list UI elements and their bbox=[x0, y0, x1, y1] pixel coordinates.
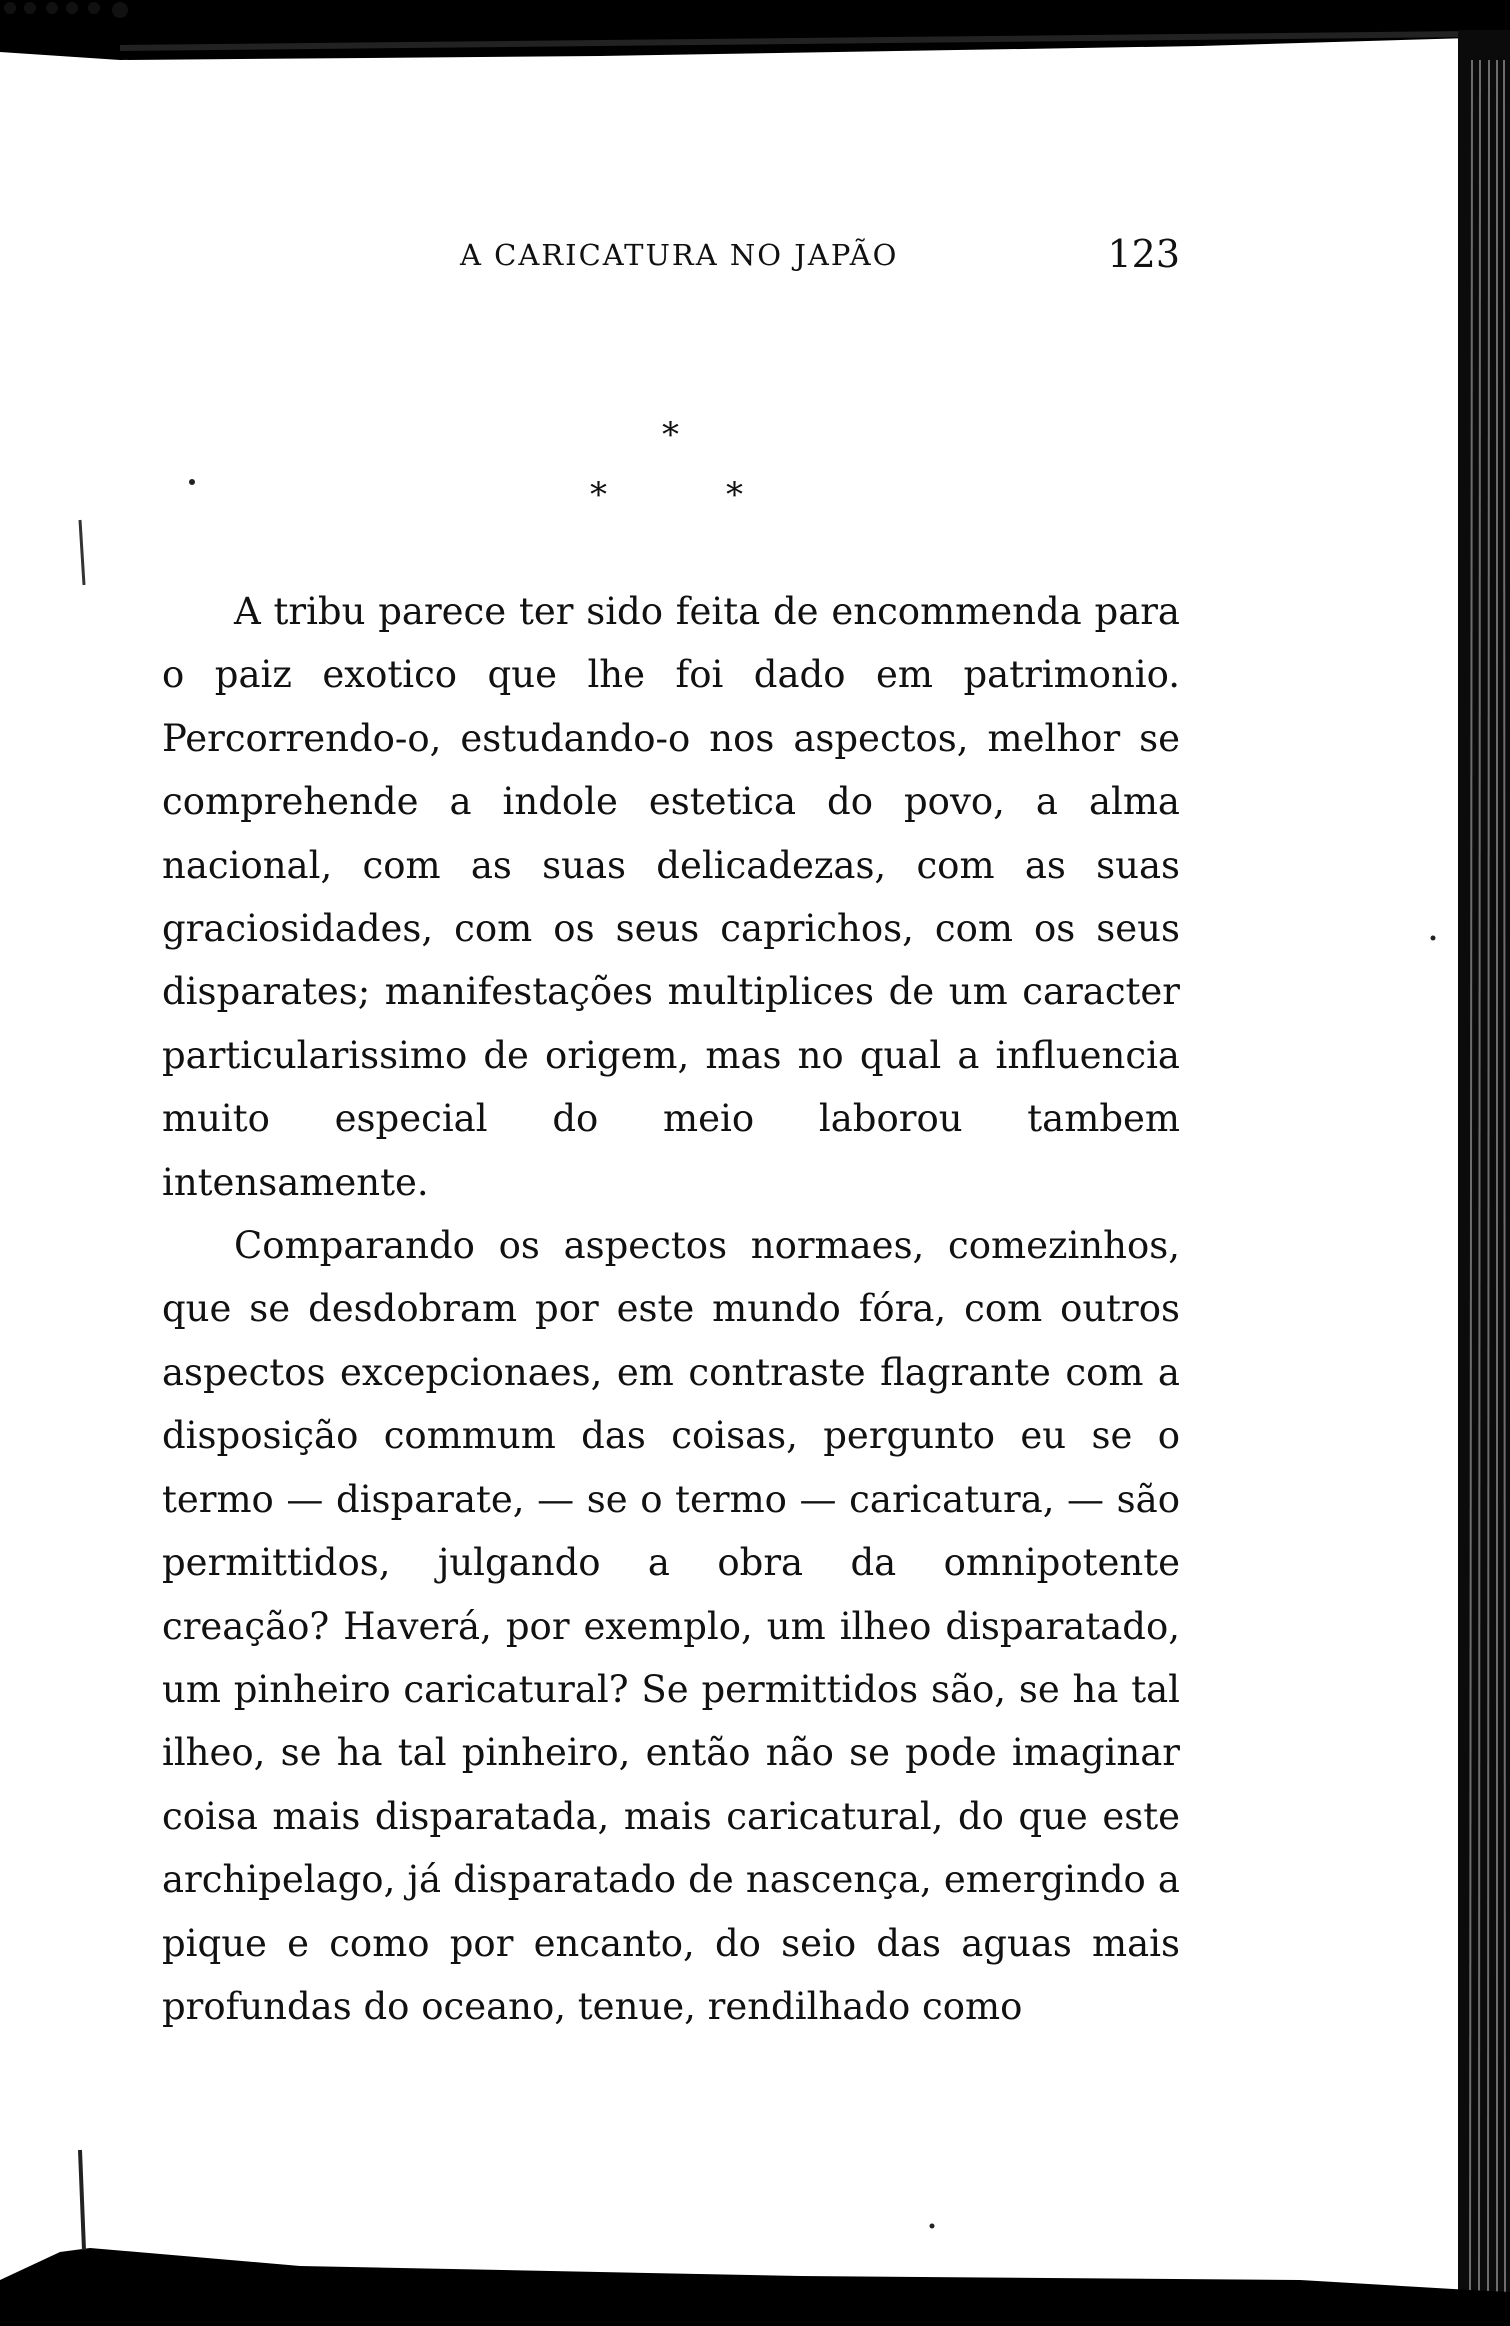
paragraph: A tribu parece ter sido feita de encommenda para o paiz exotico que lhe foi dado em patrimonio. Percorrendo-o, estudando-o nos aspectos, melhor se comprehende a indole estetica do povo, a alma nacional, com as suas delicadezas, com as suas graciosidades, com os seus caprichos, com os seus disparates; manifestações multiplices de um caracter particularissimo de origem, mas no qual a influencia muito especial do meio laborou tambem intensamente. bbox=[162, 590, 1180, 1204]
speck bbox=[189, 479, 195, 485]
page-header bbox=[440, 232, 1180, 282]
top-edge bbox=[0, 0, 1510, 60]
running-title: A CARICATURA NO JAPÃO bbox=[460, 238, 899, 272]
left-mark-top bbox=[80, 520, 84, 585]
left-mark-bottom bbox=[80, 2150, 84, 2250]
page-number: 123 bbox=[1107, 232, 1180, 276]
asterism-ornament bbox=[560, 410, 790, 530]
right-binding bbox=[1458, 30, 1510, 2326]
asterism-star: * bbox=[726, 475, 743, 515]
speck bbox=[930, 2224, 935, 2229]
speck bbox=[1431, 936, 1436, 941]
asterism-star: * bbox=[662, 415, 679, 455]
asterism-star: * bbox=[590, 475, 607, 515]
paragraph: Comparando os aspectos normaes, comezinhos, que se desdobram por este mundo fóra, com outros aspectos excepcionaes, em contraste flagrante com a disposição commum das coisas, pergunto eu se o termo — disparate, — se o termo — caricatura, — são permittidos, julgando a obra da omnipotente creação? Haverá, por exemplo, um ilheo disparatado, um pinheiro caricatural? Se permittidos são, se ha tal ilheo, se ha tal pinheiro, então não se pode imaginar coisa mais disparatada, mais caricatural, do que este archipelago, já disparatado de nascença, emergindo a pique e como por encanto, do seio das aguas mais profundas do oceano, tenue, rendilhado como bbox=[162, 1224, 1180, 2028]
bottom-edge bbox=[0, 2248, 1510, 2326]
body-text bbox=[162, 580, 1180, 2038]
